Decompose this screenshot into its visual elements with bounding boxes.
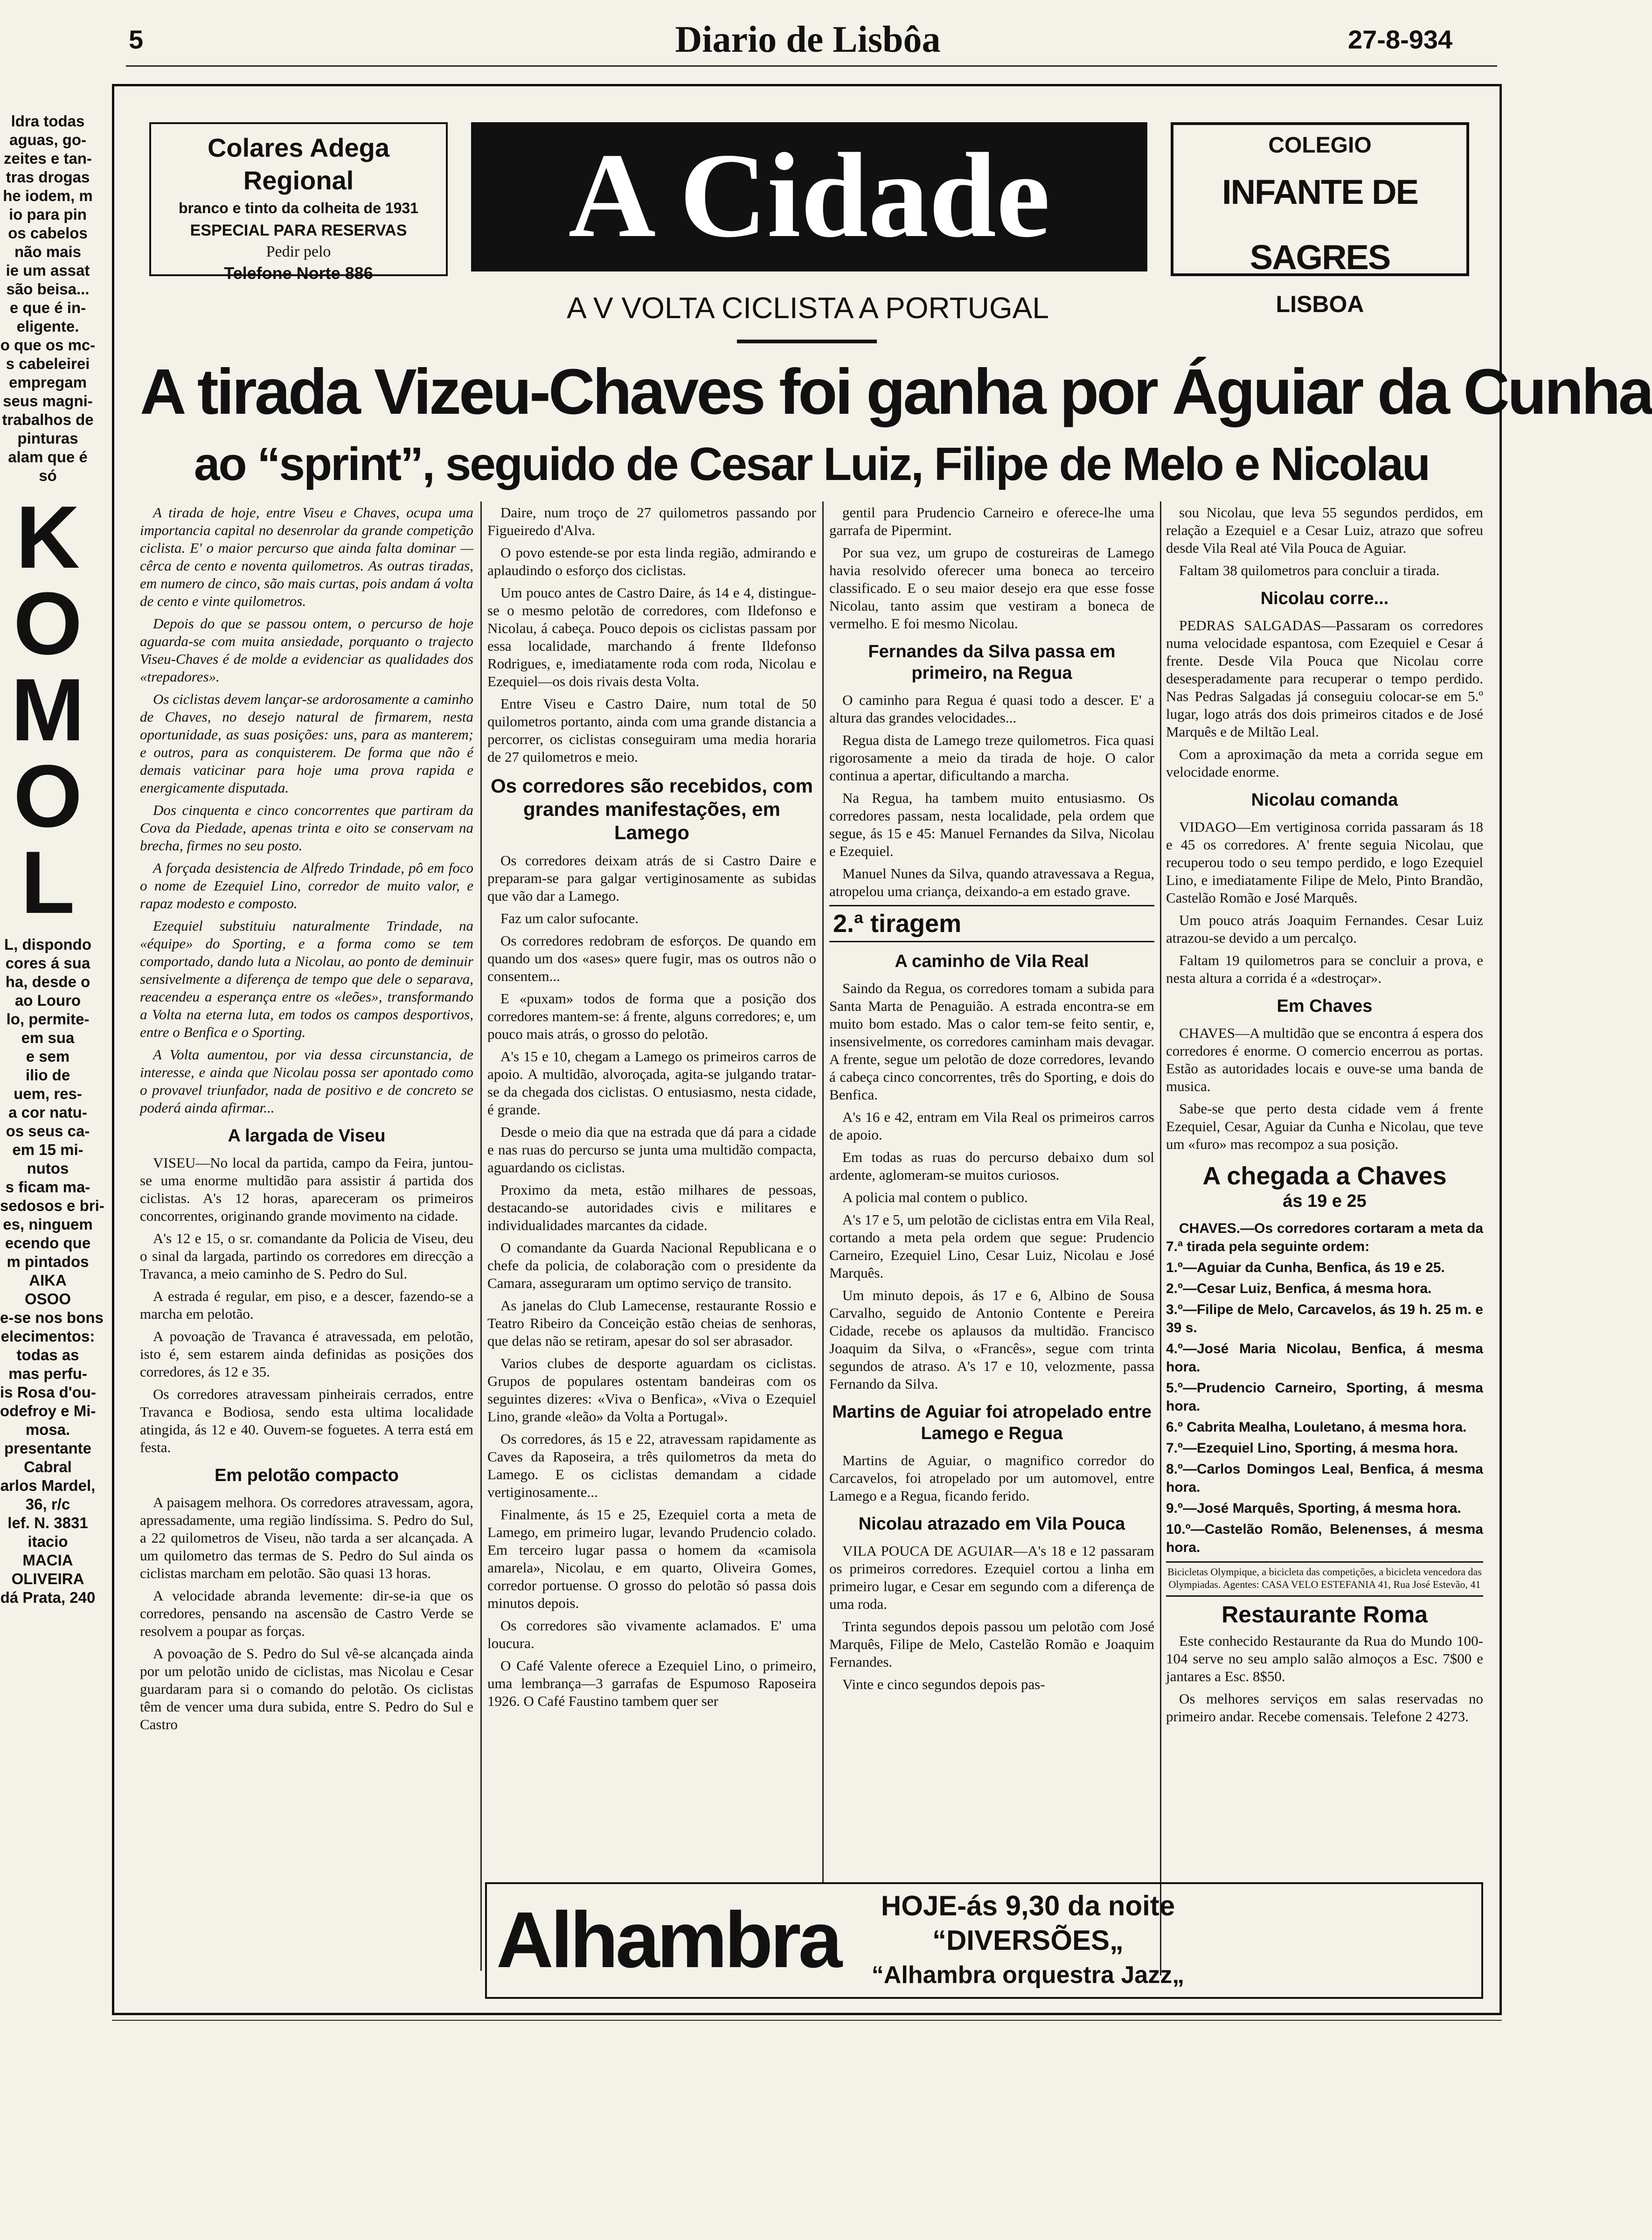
vila-real-paragraph: A's 17 e 5, um pelotão de ciclistas entra em Vila Real, cortando a meta pela ordem que segue: Prudencio Carneiro, Ezequiel Lino, Cesar Luiz, Nicolau e José Marquês. bbox=[829, 1211, 1154, 1281]
subhead-lamego: Os corredores são recebidos, com grandes manifestações, em Lamego bbox=[491, 775, 813, 843]
colegio-name: INFANTE DE SAGRES bbox=[1222, 173, 1418, 277]
adega-title: Colares Adega Regional bbox=[207, 133, 390, 195]
komol-line: Cabral bbox=[24, 1458, 72, 1475]
corre-paragraph: Com a aproximação da meta a corrida segue em velocidade enorme. bbox=[1166, 746, 1483, 780]
paragraph: sou Nicolau, que leva 55 segundos perdidos, em relação a Ezequiel e a Cesar Luiz, atrazo que sofreu desde Vila Real até Vila Pouca de Aguiar. bbox=[1166, 504, 1483, 556]
intro-paragraph: Os ciclistas devem lançar-se ardorosamente a caminho de Chaves, no desejo natural de firmarem, nesta oportunidade, as suas posições: uns, para as manterem; e outros, para as conquisterem. De forma que não é demais vaticinar para hoje uma prova rapida e energicamente disputada. bbox=[140, 691, 473, 796]
lamego-paragraph: E «puxam» todos de forma que a posição dos corredores mantem-se: á frente, alguns corredores; e, um pouco mais atrás, o grosso do pelotão. bbox=[487, 990, 816, 1042]
roma-paragraph: Este conhecido Restaurante da Rua do Mundo 100-104 serve no seu amplo salão almoços a Esc. 7$00 e jantares a Esc. 8$50. bbox=[1166, 1633, 1483, 1684]
komol-line: dá Prata, 240 bbox=[0, 1589, 96, 1606]
alhambra-advert bbox=[485, 1882, 1483, 1999]
intro-paragraph: A tirada de hoje, entre Viseu e Chaves, ocupa uma importancia capital no desenrolar da grande competição ciclista. E' o maior percurso que ainda falta dominar — cêrca de cento e noventa quilometros. As outras tiradas, em numero de cinco, são mais curtas, pois andam á volta de cento e vinte quilometros. bbox=[140, 504, 473, 609]
lamego-paragraph: Os corredores são vivamente aclamados. E' uma loucura. bbox=[487, 1617, 816, 1651]
komol-advert-bottom bbox=[0, 935, 104, 1607]
komol-line: tras drogas bbox=[6, 168, 90, 186]
result-item: 3.º—Filipe de Melo, Carcavelos, ás 19 h. 25 m. e 39 s. bbox=[1166, 1302, 1483, 1336]
subhead-vila-real: A caminho de Vila Real bbox=[895, 952, 1089, 971]
komol-line: uem, res- bbox=[14, 1085, 82, 1102]
column-rule-3 bbox=[1160, 501, 1161, 1976]
komol-line: L, dispondo bbox=[4, 936, 91, 953]
headline-primary: A tirada Vizeu-Chaves foi ganha por Águiar da Cunha bbox=[140, 356, 1652, 428]
pelotao-paragraph: A velocidade abranda levemente: dir-se-ia que os corredores, pensando na ascensão de Castro Verde se resolvem a poupar as forças. bbox=[140, 1587, 473, 1639]
kicker: A V VOLTA CICLISTA A PORTUGAL bbox=[567, 291, 1049, 325]
subhead-pelotao: Em pelotão compacto bbox=[215, 1466, 399, 1485]
lamego-paragraph: O comandante da Guarda Nacional Republicana e o chefe da policia, de colaboração com o presidente da Camara, asseguraram um optimo serviço de transito. bbox=[487, 1239, 816, 1291]
komol-brand-letter: O bbox=[13, 747, 83, 846]
komol-advert-strip bbox=[0, 112, 104, 1606]
regua-paragraph: Manuel Nunes da Silva, quando atravessava a Regua, atropelou uma criança, deixando-a em estado grave. bbox=[829, 865, 1154, 899]
lamego-paragraph: Os corredores redobram de esforços. De quando em quando um dos «ases» quere fugir, mas os outros não o consentem... bbox=[487, 932, 816, 984]
result-item: 1.º—Aguiar da Cunha, Benfica, ás 19 e 25. bbox=[1166, 1260, 1445, 1275]
atrazado-paragraph: Trinta segundos depois passou um pelotão com José Marquês, Filipe de Melo, Castelão Romão e Joaquim Fernandes. bbox=[829, 1618, 1154, 1670]
komol-line: em 15 mi- bbox=[12, 1141, 83, 1158]
komol-line: MACIA bbox=[22, 1551, 73, 1569]
headline-secondary: ao “sprint”, seguido de Cesar Luiz, Filipe de Melo e Nicolau bbox=[194, 438, 1430, 490]
komol-line: são beisa... bbox=[6, 280, 90, 298]
komol-line: alam que é bbox=[8, 448, 88, 466]
result-item: 2.º—Cesar Luiz, Benfica, á mesma hora. bbox=[1166, 1281, 1432, 1296]
paragraph: Por sua vez, um grupo de costureiras de Lamego havia resolvido oferecer uma boneca ao terceiro classificado. E o seu maior desejo era que esse fosse Nicolau, tanto assim que vestiram a boneca de vermelho. E foi mesmo Nicolau. bbox=[829, 544, 1154, 632]
komol-line: eligente. bbox=[16, 318, 79, 335]
komol-line: ldra todas bbox=[11, 112, 85, 130]
komol-line: OSOO bbox=[24, 1290, 71, 1308]
lamego-paragraph: Desde o meio dia que na estrada que dá para a cidade e nas ruas do percurso se junta uma multidão compacta, aguardando os ciclistas. bbox=[487, 1124, 816, 1176]
result-item: 4.º—José Maria Nicolau, Benfica, á mesma hora. bbox=[1166, 1341, 1483, 1375]
chaves-paragraph: CHAVES—A multidão que se encontra á espera dos corredores é enorme. O comercio encerrou as portas. Estão as autoridades locais e ouve-se uma banda de musica. bbox=[1166, 1025, 1483, 1094]
intro-paragraph: Dos cinquenta e cinco concorrentes que partiram da Cova da Piedade, apenas trinta e oito se conservam na brecha, firmes no seu posto. bbox=[140, 802, 473, 854]
komol-line: lo, permite- bbox=[6, 1010, 90, 1028]
largada-paragraph: VISEU—No local da partida, campo da Feira, juntou-se uma enorme multidão para assistir á partida dos ciclistas. A's 12 horas, apareceram os primeiros concorrentes, originando grande movimento na cidade. bbox=[140, 1155, 473, 1224]
komol-line: arlos Mardel, bbox=[0, 1477, 96, 1494]
comanda-paragraph: VIDAGO—Em vertiginosa corrida passaram ás 18 e 45 os corredores. A' frente seguia Nicolau, que recuperou todo o seu tempo perdido, e logo Ezequiel Lino, e imediatamente Filipe de Melo, Pinto Brandão, Castelão Romão e José Marquês. bbox=[1166, 819, 1483, 906]
kicker-ornament bbox=[737, 340, 877, 343]
largada-paragraph: A estrada é regular, em piso, e a descer, fazendo-se a marcha em pelotão. bbox=[140, 1288, 473, 1322]
intro-paragraph: Depois do que se passou ontem, o percurso de hoje aguarda-se com muita ansiedade, porquanto o trajecto Viseu-Chaves é de molde a evidenciar as qualidades dos «trepadores». bbox=[140, 615, 473, 685]
lamego-paragraph: Finalmente, ás 15 e 25, Ezequiel corta a meta de Lamego, em primeiro lugar, levando Prudencio colado. Em terceiro lugar passa o homem da «camisola amarela», Nicolau, e em quarto, Oliveira Gomes, corredor portuense. O grosso do pelotão só passa dois minutos depois. bbox=[487, 1506, 816, 1611]
vila-real-paragraph: Um minuto depois, ás 17 e 6, Albino de Sousa Carvalho, seguido de Antonio Contente e Pereira Cidade, recebe os aplausos da multidão. Francisco Joaquim da Silva, o «Francês», segue com trinta segundos de atraso. A's 17 e 10, velozmente, passa Fernando da Silva. bbox=[829, 1287, 1154, 1392]
komol-line: ha, desde o bbox=[5, 973, 90, 990]
regua-paragraph: Na Regua, ha tambem muito entusiasmo. Os corredores passam, nesta localidade, pela ordem que segue, ás 15 e 45: Manuel Fernandes da Silva, Nicolau e Ezequiel. bbox=[829, 790, 1154, 859]
komol-line: s cabeleirei bbox=[6, 355, 90, 372]
masthead: Diario de Lisbôa bbox=[675, 19, 941, 60]
lamego-paragraph: Os corredores, ás 15 e 22, atravessam rapidamente as Caves da Raposeira, a três quilometros da meta do Lamego. E os ciclistas demandam a cidade vertiginosamente... bbox=[487, 1431, 816, 1500]
komol-line: empregam bbox=[9, 374, 87, 391]
subhead-largada: A largada de Viseu bbox=[228, 1126, 386, 1146]
lamego-paragraph: Faz um calor sufocante. bbox=[500, 910, 639, 926]
komol-brand-letter: O bbox=[13, 574, 83, 673]
komol-line: itacio bbox=[28, 1533, 68, 1550]
result-item: 8.º—Carlos Domingos Leal, Benfica, á mesma hora. bbox=[1166, 1461, 1483, 1495]
subhead-comanda: Nicolau comanda bbox=[1251, 790, 1398, 810]
vila-real-paragraph: Em todas as ruas do percurso debaixo dum sol ardente, aglomeram-se muitos curiosos. bbox=[829, 1149, 1154, 1183]
subhead-corre: Nicolau corre... bbox=[1260, 589, 1389, 608]
intro-paragraph: A forçada desistencia de Alfredo Trindade, pô em foco o nome de Ezequiel Lino, corredor de muito valor, e rapaz modesto e composto. bbox=[140, 860, 473, 911]
results-list bbox=[1166, 1259, 1483, 1557]
corre-paragraph: PEDRAS SALGADAS—Passaram os corredores numa velocidade espantosa, com Ezequiel e Cesar á frente. Desde Vila Pouca que Nicolau corre desesperadamente para recuperar o tempo perdido. Nas Pedras Salgadas já conseguiu colocar-se em 5.º lugar, logo atrás dos dois primeiros citados e de José Marquês e de Miltão Leal. bbox=[1166, 617, 1483, 740]
komol-line: só bbox=[39, 467, 57, 484]
bicicletas-advert: Bicicletas Olympique, a bicicleta das competições, a bicicleta vencedora das Olympiadas. Agentes: CASA VELO ESTEFANIA 41, Rua José Estevão, 41 bbox=[1167, 1566, 1482, 1590]
paragraph: Daire, num troço de 27 quilometros passando por Figueiredo d'Alva. bbox=[487, 504, 816, 538]
komol-line: o que os mc- bbox=[0, 336, 96, 354]
komol-line: aguas, go- bbox=[9, 131, 87, 148]
komol-line: cores á sua bbox=[5, 954, 90, 972]
komol-brand-letter: L bbox=[21, 833, 75, 932]
komol-brand-letter: M bbox=[11, 661, 85, 759]
komol-line: s ficam ma- bbox=[5, 1178, 90, 1196]
comanda-paragraph: Faltam 19 quilometros para se concluir a prova, e nesta altura a corrida é a «destroçar». bbox=[1166, 952, 1483, 986]
intro-paragraph: Ezequiel substituiu naturalmente Trindade, na «équipe» do Sporting, e a forma como se tem comportado, dando luta a Nicolau, ao ponto de deminuir sensivelmente a diferença de tempo que dele o separava, reacendeu a esperança entre os «leões», transformando a Volta na eterna luta, em todos os campos desportivos, entre o Benfica e o Sporting. bbox=[140, 918, 473, 1040]
komol-line: elecimentos: bbox=[0, 1328, 95, 1345]
colegio-line1: COLEGIO bbox=[1268, 133, 1372, 158]
issue-date: 27-8-934 bbox=[1348, 25, 1453, 54]
komol-line: a cor natu- bbox=[8, 1104, 87, 1121]
alhambra-time: HOJE-ás 9,30 da noite bbox=[881, 1890, 1175, 1921]
komol-line: OLIVEIRA bbox=[11, 1570, 84, 1587]
alhambra-orchestra: “Alhambra orquestra Jazz„ bbox=[871, 1962, 1185, 1989]
subhead-chegada-time: ás 19 e 25 bbox=[1283, 1191, 1367, 1211]
lamego-paragraph: Proximo da meta, estão milhares de pessoas, destacando-se autoridades civis e militares e individualidades marcantes da cidade. bbox=[487, 1182, 816, 1233]
chaves-paragraph: Sabe-se que perto desta cidade vem á frente Ezequiel, Cesar, Aguiar da Cunha e Nicolau, que teve um «furo» mas recompoz a sua posição. bbox=[1166, 1100, 1483, 1152]
adega-line2: ESPECIAL PARA RESERVAS bbox=[190, 222, 407, 239]
bottom-rule bbox=[112, 2020, 1502, 2021]
pelotao-paragraph: A povoação de S. Pedro do Sul vê-se alcançada ainda por um pelotão unido de ciclistas, mas Nicolau e Cesar guardaram para si o comando do pelotão. Os ciclistas têm de vencer uma dura subida, entre S. Pedro do Sul e Castro bbox=[140, 1645, 473, 1732]
komol-line: nutos bbox=[27, 1160, 69, 1177]
subhead-atrazado: Nicolau atrazado em Vila Pouca bbox=[858, 1514, 1125, 1534]
atrazado-paragraph: Vinte e cinco segundos depois pas- bbox=[842, 1676, 1045, 1692]
section-title-box bbox=[471, 122, 1147, 271]
komol-brand bbox=[0, 488, 96, 932]
komol-line: 36, r/c bbox=[25, 1496, 70, 1513]
komol-line: lef. N. 3831 bbox=[7, 1514, 88, 1531]
subhead-regua: Fernandes da Silva passa em primeiro, na Regua bbox=[868, 642, 1116, 683]
pelotao-paragraph: A paisagem melhora. Os corredores atravessam, agora, apressadamente, uma região lindíssima. S. Pedro do Sul, a 22 quilometros de Viseu, não tarda a ser alcançada. A um quilometro das termas de S. Pedro do Sul ainda os ciclistas marcham em pelotão. São quasi 13 horas. bbox=[140, 1494, 473, 1581]
komol-line: he iodem, m bbox=[3, 187, 93, 204]
alhambra-name: Alhambra bbox=[496, 1896, 840, 1984]
paragraph: gentil para Prudencio Carneiro e oferece-lhe uma garrafa de Pipermint. bbox=[829, 504, 1154, 538]
result-item: 6.º Cabrita Mealha, Louletano, á mesma hora. bbox=[1166, 1419, 1467, 1435]
lamego-paragraph: A's 15 e 10, chegam a Lamego os primeiros carros de apoio. A multidão, alvoroçada, agita-se julgando tratar-se da chegada dos ciclistas. O entusiasmo, nesta cidade, é grande. bbox=[487, 1048, 816, 1118]
colegio-advert bbox=[1171, 122, 1469, 317]
komol-line: todas as bbox=[16, 1346, 79, 1363]
subhead-chegada: A chegada a Chaves bbox=[1202, 1162, 1447, 1190]
vila-real-paragraph: A policia mal contem o publico. bbox=[842, 1189, 1028, 1205]
komol-line: não mais bbox=[14, 243, 82, 260]
komol-line: ecendo que bbox=[5, 1234, 91, 1252]
alhambra-show: “DIVERSÕES„ bbox=[932, 1925, 1124, 1956]
komol-line: ie um assat bbox=[6, 262, 90, 279]
largada-paragraph: A's 12 e 15, o sr. comandante da Policia de Viseu, deu o sinal da largada, partindo os corredores em direcção a Travanca, a meio caminho de S. Pedro do Sul. bbox=[140, 1230, 473, 1282]
colegio-city: LISBOA bbox=[1276, 291, 1364, 317]
column-2 bbox=[487, 504, 816, 1885]
komol-line: m pintados bbox=[7, 1253, 89, 1270]
komol-line: mosa. bbox=[25, 1421, 70, 1438]
regua-paragraph: Regua dista de Lamego treze quilometros. Fica quasi rigorosamente a meio da tirada de hoje. O calor continua a apertar, dificultando a marcha. bbox=[829, 732, 1154, 784]
header-rule bbox=[126, 65, 1497, 67]
komol-line: io para pin bbox=[9, 206, 87, 223]
vila-real-paragraph: Saindo da Regua, os corredores tomam a subida para Santa Marta de Penaguião. A estrada encontra-se em muito bom estado. Mas o calor tem-se feito sentir, e, insensivelmente, os corredores caminham mais devagar. A frente, segue um pelotão de doze corredores, levando á cabeça cinco concorrentes, três do Sporting, e dois do Benfica. bbox=[829, 980, 1154, 1103]
column-4 bbox=[1166, 504, 1483, 1987]
column-3 bbox=[829, 504, 1154, 1885]
chegada-intro: CHAVES.—Os corredores cortaram a meta da 7.ª tirada pela seguinte ordem: bbox=[1166, 1221, 1483, 1254]
lamego-paragraph: As janelas do Club Lamecense, restaurante Rossio e Teatro Ribeiro da Conceição estão cheias de senhoras, que delas não se retiram, apesar do sol ser abrasador. bbox=[487, 1297, 816, 1349]
subhead-chaves: Em Chaves bbox=[1277, 996, 1373, 1016]
lamego-paragraph: Varios clubes de desporte aguardam os ciclistas. Grupos de populares ostentam bandeiras com os seguintes dizeres: «Viva o Benfica», «Viva o Ezequiel Lino, grande «leão» da Volta a Portugal». bbox=[487, 1355, 816, 1425]
subhead-martins: Martins de Aguiar foi atropelado entre Lamego e Regua bbox=[832, 1402, 1152, 1443]
komol-line: os seus ca- bbox=[6, 1122, 90, 1140]
komol-line: pinturas bbox=[17, 430, 78, 447]
adega-phone: Telefone Norte 886 bbox=[224, 264, 373, 283]
komol-line: e que é in- bbox=[9, 299, 86, 316]
komol-line: e sem bbox=[26, 1048, 70, 1065]
paragraph: Faltam 38 quilometros para concluir a tirada. bbox=[1179, 562, 1440, 578]
komol-line: sedosos e bri- bbox=[0, 1197, 104, 1214]
column-rule-1 bbox=[480, 501, 482, 1971]
komol-line: trabalhos de bbox=[2, 411, 94, 428]
subhead-tiragem: 2.ª tiragem bbox=[833, 910, 962, 938]
largada-paragraph: A povoação de Travanca é atravessada, em pelotão, isto é, sem estarem ainda definidas as posições dos corredores, ás 12 e 35. bbox=[140, 1328, 473, 1380]
roma-paragraph: Os melhores serviços em salas reservadas no primeiro andar. Recebe comensais. Telefone 2 4273. bbox=[1166, 1690, 1483, 1725]
paragraph: O povo estende-se por esta linda região, admirando e aplaudindo o esforço dos ciclistas. bbox=[487, 544, 816, 578]
lamego-paragraph: Os corredores deixam atrás de si Castro Daire e preparam-se para galgar vertiginosamente as subidas que vão dar a Lamego. bbox=[487, 852, 816, 904]
komol-line: es, ninguem bbox=[3, 1216, 93, 1233]
comanda-paragraph: Um pouco atrás Joaquim Fernandes. Cesar Luiz atrazou-se devido a um percalço. bbox=[1166, 912, 1483, 946]
paragraph: Entre Viseu e Castro Daire, num total de 50 quilometros portanto, ainda com uma grande distancia a percorrer, os ciclistas conseguiram uma media horaria de 27 quilometros e meio. bbox=[487, 696, 816, 765]
komol-line: mas perfu- bbox=[8, 1365, 87, 1382]
komol-line: is Rosa d'ou- bbox=[0, 1384, 96, 1401]
komol-line: zeites e tan- bbox=[4, 150, 92, 167]
result-item: 7.º—Ezequiel Lino, Sporting, á mesma hora. bbox=[1166, 1440, 1458, 1456]
komol-brand-letter: K bbox=[15, 488, 80, 587]
komol-line: ilio de bbox=[25, 1066, 70, 1084]
page-number: 5 bbox=[129, 25, 144, 54]
vila-real-paragraph: A's 16 e 42, entram em Vila Real os primeiros carros de apoio. bbox=[829, 1109, 1154, 1143]
column-rule-2 bbox=[822, 501, 824, 1882]
komol-line: seus magni- bbox=[3, 392, 93, 410]
largada-paragraph: Os corredores atravessam pinheirais cerrados, entre Travanca e Bodiosa, sendo esta ultima localidade atingida, ás 12 e 40. Ouvem-se foguetes. A terra está em festa. bbox=[140, 1386, 473, 1455]
komol-line: os cabelos bbox=[8, 224, 88, 242]
martins-paragraph: Martins de Aguiar, o magnifico corredor do Carcavelos, foi atropelado por um automovel, entre Lamego e a Regua, ficando ferido. bbox=[829, 1452, 1154, 1504]
column-1 bbox=[140, 504, 473, 1987]
komol-line: e-se nos bons bbox=[0, 1309, 104, 1326]
adega-advert bbox=[149, 122, 448, 283]
lamego-paragraph: O Café Valente oferece a Ezequiel Lino, o primeiro, uma lembrança—3 garrafas de Espumoso Raposeira 1926. O Café Faustino tambem quer ser bbox=[487, 1657, 816, 1709]
atrazado-paragraph: VILA POUCA DE AGUIAR—A's 18 e 12 passaram os primeiros corredores. Ezequiel cortou a linha em primeiro lugar, e Cesar em segundo com a diferença de uma roda. bbox=[829, 1543, 1154, 1612]
result-item: 5.º—Prudencio Carneiro, Sporting, á mesma hora. bbox=[1166, 1380, 1483, 1414]
komol-line: presentante bbox=[4, 1440, 92, 1457]
adega-line1: branco e tinto da colheita de 1931 bbox=[179, 200, 418, 216]
komol-line: AIKA bbox=[29, 1272, 67, 1289]
komol-line: odefroy e Mi- bbox=[0, 1402, 96, 1419]
section-title: A Cidade bbox=[568, 128, 1050, 263]
result-item: 9.º—José Marquês, Sporting, á mesma hora. bbox=[1166, 1501, 1461, 1516]
adega-line3: Pedir pelo bbox=[266, 243, 331, 260]
restaurante-roma-title: Restaurante Roma bbox=[1222, 1601, 1428, 1628]
regua-paragraph: O caminho para Regua é quasi todo a descer. E' a altura das grandes velocidades... bbox=[829, 692, 1154, 726]
komol-line: em sua bbox=[21, 1029, 75, 1046]
paragraph: Um pouco antes de Castro Daire, ás 14 e 4, distingue-se o mesmo pelotão de corredores, com Ildefonso e Nicolau, á cabeça. Pouco depois os ciclistas passam por essa localidade, marchando á frente Ildefonso Rodrigues, e, imediatamente roda com roda, Nicolau e Ezequiel—os dois rivais desta Volta. bbox=[487, 584, 816, 689]
intro-paragraph: A Volta aumentou, por via dessa circunstancia, de interesse, e ainda que Nicolau possa ser apontado como o provavel triunfador, nada de positivo e de concreto se poderá ainda afirmar... bbox=[140, 1046, 473, 1116]
komol-line: ao Louro bbox=[14, 992, 81, 1009]
result-item: 10.º—Castelão Romão, Belenenses, á mesma hora. bbox=[1166, 1522, 1483, 1555]
